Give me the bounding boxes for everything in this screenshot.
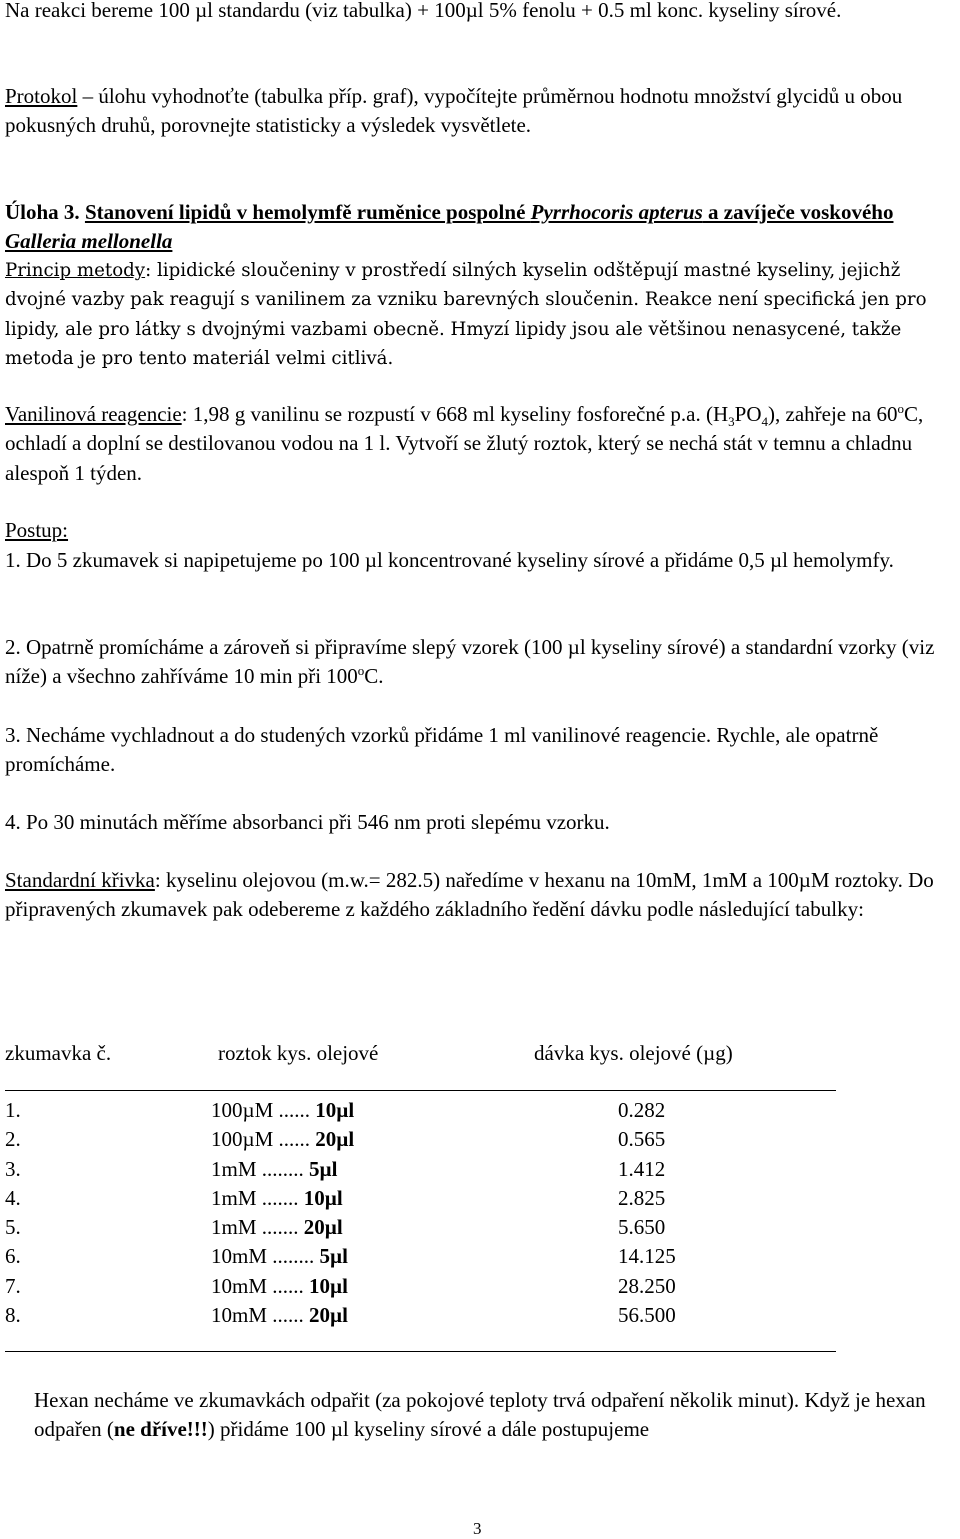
row-concentration: 10mM ...... bbox=[211, 1303, 310, 1328]
protokol-text: – úlohu vyhodnoťte (tabulka příp. graf), vypočítejte průměrnou hodnotu množství glycidů u obou pokusných druhů, porovnejte statisticky a výsledek vysvětlete. bbox=[5, 84, 903, 138]
procedure-step-4: 4. Po 30 minutách měříme absorbanci při 546 nm proti slepému vzorku. bbox=[5, 810, 610, 834]
protokol-label: Protokol bbox=[5, 84, 78, 108]
row-number: 3. bbox=[5, 1156, 21, 1181]
row-concentration: 10mM ...... bbox=[211, 1273, 310, 1298]
table-row bbox=[5, 1155, 676, 1184]
table-row bbox=[5, 1272, 676, 1301]
closing-paragraph: Hexan necháme ve zkumavkách odpařit (za pokojové teploty trvá odpaření několik minut). Když je hexan odpařen (ne dříve!!!) přidáme 100 µl kyseliny sírové a dále postupujeme bbox=[34, 1388, 926, 1442]
page-number: 3 bbox=[473, 1519, 482, 1538]
row-concentration: 1mM ........ bbox=[211, 1156, 310, 1181]
row-concentration: 10mM ........ bbox=[211, 1244, 320, 1269]
row-number: 6. bbox=[5, 1244, 21, 1269]
intro-text: Na reakci bereme 100 µl standardu (viz tabulka) + 100µl 5% fenolu + 0.5 ml konc. kyseliny sírové. bbox=[5, 0, 842, 22]
row-number: 5. bbox=[5, 1215, 21, 1240]
task-prefix: Úloha 3. bbox=[5, 200, 80, 224]
standard-curve-paragraph bbox=[5, 866, 950, 925]
row-dose: 5.650 bbox=[618, 1215, 666, 1240]
procedure-step-1: 1. Do 5 zkumavek si napipetujeme po 100 µl koncentrované kyseliny sírové a přidáme 0,5 µl hemolymfy. bbox=[5, 548, 894, 572]
row-volume: 20µl bbox=[303, 1215, 343, 1240]
dilution-table bbox=[5, 1096, 950, 1330]
row-solution bbox=[211, 1242, 618, 1271]
row-number: 4. bbox=[5, 1185, 21, 1210]
procedure-step-3: 3. Necháme vychladnout a do studených vzorků přidáme 1 ml vanilinové reagencie. Rychle, ale opatrně promícháme. bbox=[5, 723, 879, 777]
row-dose: 14.125 bbox=[618, 1244, 676, 1269]
row-dose: 0.282 bbox=[618, 1098, 666, 1122]
row-volume: 10µl bbox=[309, 1273, 348, 1298]
standard-curve-label: Standardní křivka bbox=[5, 868, 155, 892]
row-volume: 20µl bbox=[315, 1127, 355, 1152]
reagent-label: Vanilinová reagencie bbox=[5, 402, 182, 426]
row-number: 2. bbox=[5, 1127, 21, 1152]
principle-text: : lipidické sloučeniny v prostředí silných kyselin odštěpují mastné kyseliny, jejichž dvojné vazby pak reagují s vanilinem za vzniku barevných sloučenin. Reakce není specifická jen pro lipidy, ale pro látky s dvojnými vazbami obecně. Hmyzí lipidy jsou ale většinou nenasycené, takže metoda je pro tento materiál velmi citlivá. bbox=[5, 260, 927, 369]
principle-paragraph bbox=[5, 256, 950, 373]
row-dose: 2.825 bbox=[618, 1185, 666, 1210]
reagent-paragraph: Vanilinová reagencie: 1,98 g vanilinu se rozpustí v 668 ml kyseliny fosforečné p.a. $(H_3PO_4)$, zahřeje na 60$^o$C, ochladí a doplní se destilovanou vodou na 1 l. Vytvoří se žlutý roztok, který se nechá stát v temnu a chladnu alespoň 1 týden. bbox=[5, 401, 924, 485]
table-bottom-rule bbox=[5, 1351, 836, 1352]
row-solution bbox=[211, 1096, 618, 1125]
table-row bbox=[5, 1184, 676, 1213]
row-concentration: 1mM ....... bbox=[211, 1215, 304, 1240]
row-number: 1. bbox=[5, 1098, 21, 1122]
task-title bbox=[5, 198, 950, 257]
task-title-text: Stanovení lipidů v hemolymfě ruměnice pospolné Pyrrhocoris apterus a zavíječe voskového Galleria mellonella bbox=[5, 200, 894, 254]
row-concentration: 1mM ....... bbox=[211, 1185, 304, 1210]
row-solution bbox=[211, 1184, 618, 1213]
row-volume: 20µl bbox=[309, 1303, 348, 1328]
table-row bbox=[5, 1096, 676, 1125]
table-row bbox=[5, 1242, 676, 1271]
row-solution bbox=[211, 1213, 618, 1242]
header-solution: roztok kys. olejové bbox=[218, 1041, 379, 1065]
row-number: 8. bbox=[5, 1303, 21, 1328]
table-row bbox=[5, 1213, 676, 1242]
row-solution bbox=[211, 1301, 618, 1330]
warning-text: ne dříve!!! bbox=[113, 1417, 208, 1442]
row-solution bbox=[211, 1155, 618, 1184]
header-dose: dávka kys. olejové (µg) bbox=[534, 1041, 733, 1065]
standard-curve-text: : kyselinu olejovou (m.w.= 282.5) naředíme v hexanu na 10mM, 1mM a 100µM roztoky. Do připravených zkumavek pak odebereme z každého základního ředění dávku podle následující tabulky: bbox=[5, 868, 934, 922]
table-header bbox=[5, 1039, 950, 1069]
row-number: 7. bbox=[5, 1273, 21, 1298]
procedure-step-2: 2. Opatrně promícháme a zároveň si připravíme slepý vzorek (100 µl kyseliny sírové) a standardní vzorky (viz níže) a všechno zahříváme 10 min při 100$^o$C. bbox=[5, 635, 935, 689]
row-dose: 1.412 bbox=[618, 1156, 666, 1181]
row-dose: 56.500 bbox=[618, 1303, 676, 1328]
row-solution bbox=[211, 1125, 618, 1154]
row-concentration: 100µM ...... bbox=[211, 1127, 316, 1152]
row-dose: 28.250 bbox=[618, 1273, 676, 1298]
procedure-label: Postup: bbox=[5, 518, 69, 542]
species-galleria: Galleria mellonella bbox=[5, 229, 173, 254]
row-volume: 5µl bbox=[319, 1244, 348, 1269]
row-concentration: 100µM ...... bbox=[211, 1098, 316, 1122]
intro-paragraph bbox=[5, 0, 950, 25]
table-row bbox=[5, 1301, 676, 1330]
header-tube: zkumavka č. bbox=[5, 1041, 112, 1065]
row-solution bbox=[211, 1272, 618, 1301]
principle-label: Princip metody bbox=[5, 260, 146, 281]
row-volume: 10µl bbox=[303, 1185, 343, 1210]
table-row bbox=[5, 1125, 676, 1154]
row-volume: 10µl bbox=[315, 1098, 355, 1122]
table-top-rule bbox=[5, 1090, 836, 1091]
dilution-table-grid bbox=[5, 1096, 676, 1330]
row-dose: 0.565 bbox=[618, 1127, 666, 1152]
row-volume: 5µl bbox=[309, 1156, 338, 1181]
protocol-paragraph bbox=[5, 82, 950, 141]
species-pyrrhocoris: Pyrrhocoris apterus bbox=[530, 200, 703, 224]
